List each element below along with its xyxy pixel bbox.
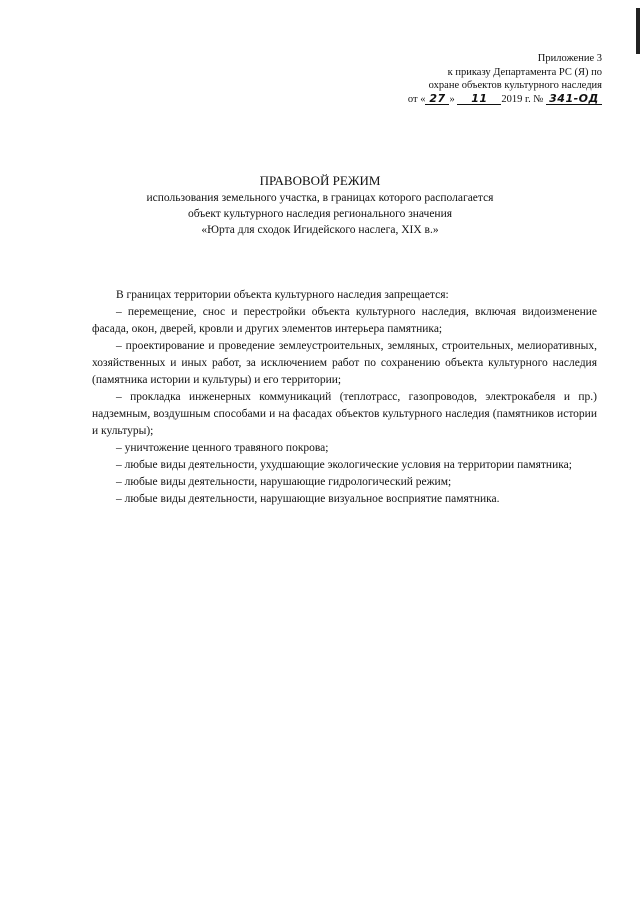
scan-edge-mark [636, 8, 640, 54]
order-number: 341-ОД [546, 93, 602, 105]
order-year: 2019 г. № [501, 93, 544, 105]
document-title: ПРАВОВОЙ РЕЖИМ [259, 173, 381, 188]
prohibition-intro: В границах территории объекта культурного наследия запрещается: [116, 289, 449, 301]
prohibition-item: – любые виды деятельности, ухудшающие экологические условия на территории памятника; [116, 459, 572, 471]
department-name: охране объектов культурного наследия [428, 80, 602, 91]
appendix-header [352, 52, 602, 106]
order-month: 11 [457, 93, 501, 105]
date-quote: » [449, 93, 455, 105]
subtitle-line-3: «Юрта для сходок Игидейского наслега, XIX в.» [201, 224, 439, 236]
prohibition-item: – любые виды деятельности, нарушающие визуальное восприятие памятника. [116, 493, 500, 505]
date-prefix: от « [407, 93, 426, 105]
order-day: 27 [425, 93, 449, 105]
order-date-line [352, 93, 602, 107]
order-reference: к приказу Департамента РС (Я) по [447, 66, 602, 78]
subtitle-line-1: использования земельного участка, в границах которого располагается [146, 192, 494, 204]
prohibition-item: – перемещение, снос и перестройки объекта культурного наследия, включая видоизменение фасада, окон, дверей, кровли и других элементов интерьера памятника; [92, 306, 597, 335]
document-subtitle [60, 190, 580, 238]
document-body [92, 287, 597, 508]
subtitle-line-2: объект культурного наследия регионального значения [187, 208, 453, 220]
prohibition-item: – любые виды деятельности, нарушающие гидрологический режим; [116, 476, 452, 488]
prohibition-item: – прокладка инженерных коммуникаций (теплотрасс, газопроводов, электрокабеля и пр.) надземным, воздушным способами и на фасадах объектов культурного наследия (памятников истории и культуры); [92, 391, 597, 437]
appendix-label: Приложение 3 [537, 53, 602, 64]
prohibition-item: – проектирование и проведение землеустроительных, земляных, строительных, мелиоративных, хозяйственных и иных работ, за исключением работ по сохранению объекта культурного наследия (памятника истории и культуры) и его территории; [92, 340, 597, 386]
prohibition-item: – уничтожение ценного травяного покрова; [116, 442, 329, 454]
